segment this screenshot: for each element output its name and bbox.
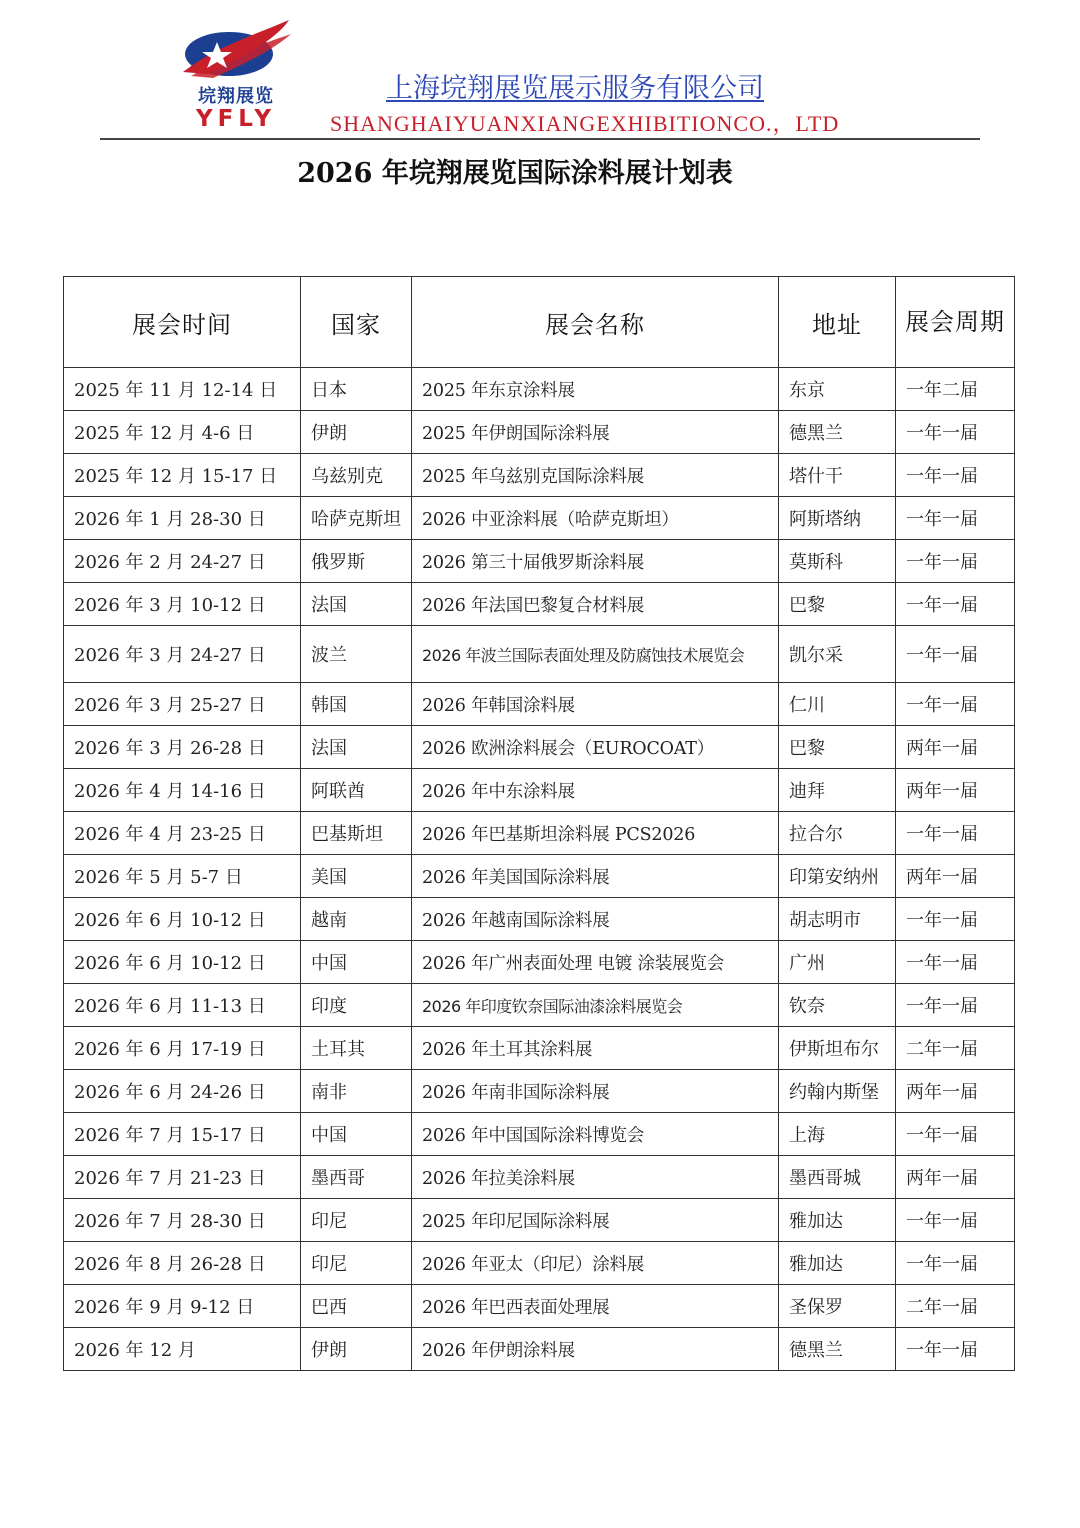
cell-date: 2026 年 12 月 bbox=[64, 1328, 301, 1371]
cell-country: 伊朗 bbox=[301, 411, 412, 454]
cell-country: 韩国 bbox=[301, 683, 412, 726]
table-row bbox=[64, 1199, 1015, 1242]
cell-country: 中国 bbox=[301, 941, 412, 984]
cell-exhibition-name: 2026 年波兰国际表面处理及防腐蚀技术展览会 bbox=[412, 626, 779, 683]
cell-location: 约翰内斯堡 bbox=[779, 1070, 896, 1113]
company-logo bbox=[172, 16, 297, 134]
table-row bbox=[64, 855, 1015, 898]
cell-date: 2026 年 7 月 28-30 日 bbox=[64, 1199, 301, 1242]
cell-cycle: 一年二届 bbox=[896, 368, 1015, 411]
column-header-exhibition-name: 展会名称 bbox=[412, 277, 779, 368]
cell-date: 2025 年 12 月 15-17 日 bbox=[64, 454, 301, 497]
header-divider bbox=[100, 138, 980, 140]
table-row bbox=[64, 411, 1015, 454]
cell-date: 2026 年 4 月 14-16 日 bbox=[64, 769, 301, 812]
cell-exhibition-name: 2026 年亚太（印尼）涂料展 bbox=[412, 1242, 779, 1285]
logo-chinese-text: 垸翔展览 bbox=[198, 86, 274, 107]
cell-country: 美国 bbox=[301, 855, 412, 898]
cell-country: 越南 bbox=[301, 898, 412, 941]
table-row bbox=[64, 1070, 1015, 1113]
cell-country: 印尼 bbox=[301, 1242, 412, 1285]
cell-cycle: 一年一届 bbox=[896, 898, 1015, 941]
cell-date: 2026 年 3 月 24-27 日 bbox=[64, 626, 301, 683]
cell-date: 2026 年 8 月 26-28 日 bbox=[64, 1242, 301, 1285]
cell-date: 2026 年 3 月 10-12 日 bbox=[64, 583, 301, 626]
cell-exhibition-name: 2026 年中国国际涂料博览会 bbox=[412, 1113, 779, 1156]
cell-cycle: 一年一届 bbox=[896, 411, 1015, 454]
cell-country: 印尼 bbox=[301, 1199, 412, 1242]
company-name-english: SHANGHAIYUANXIANGEXHIBITIONCO.，LTD bbox=[330, 111, 840, 136]
table-row bbox=[64, 769, 1015, 812]
cell-exhibition-name: 2026 年印度钦奈国际油漆涂料展览会 bbox=[412, 984, 779, 1027]
cell-date: 2026 年 7 月 21-23 日 bbox=[64, 1156, 301, 1199]
cell-date: 2026 年 6 月 10-12 日 bbox=[64, 941, 301, 984]
cell-cycle: 一年一届 bbox=[896, 812, 1015, 855]
cell-exhibition-name: 2025 年伊朗国际涂料展 bbox=[412, 411, 779, 454]
star-swoosh-icon bbox=[177, 16, 292, 82]
cell-location: 东京 bbox=[779, 368, 896, 411]
cell-date: 2026 年 3 月 25-27 日 bbox=[64, 683, 301, 726]
cell-exhibition-name: 2025 年印尼国际涂料展 bbox=[412, 1199, 779, 1242]
cell-date: 2025 年 12 月 4-6 日 bbox=[64, 411, 301, 454]
cell-country: 日本 bbox=[301, 368, 412, 411]
cell-location: 广州 bbox=[779, 941, 896, 984]
column-header-cycle: 展会周期 bbox=[896, 277, 1015, 368]
cell-date: 2026 年 6 月 17-19 日 bbox=[64, 1027, 301, 1070]
cell-country: 法国 bbox=[301, 726, 412, 769]
cell-location: 雅加达 bbox=[779, 1199, 896, 1242]
cell-location: 胡志明市 bbox=[779, 898, 896, 941]
cell-cycle: 一年一届 bbox=[896, 984, 1015, 1027]
table-row bbox=[64, 984, 1015, 1027]
cell-location: 拉合尔 bbox=[779, 812, 896, 855]
cell-country: 巴基斯坦 bbox=[301, 812, 412, 855]
table-row bbox=[64, 1242, 1015, 1285]
cell-location: 巴黎 bbox=[779, 726, 896, 769]
cell-cycle: 一年一届 bbox=[896, 1328, 1015, 1371]
table-row bbox=[64, 1113, 1015, 1156]
table-row bbox=[64, 540, 1015, 583]
cell-location: 德黑兰 bbox=[779, 411, 896, 454]
cell-cycle: 二年一届 bbox=[896, 1285, 1015, 1328]
cell-cycle: 两年一届 bbox=[896, 1070, 1015, 1113]
cell-location: 圣保罗 bbox=[779, 1285, 896, 1328]
cell-date: 2026 年 2 月 24-27 日 bbox=[64, 540, 301, 583]
cell-cycle: 一年一届 bbox=[896, 1199, 1015, 1242]
cell-country: 中国 bbox=[301, 1113, 412, 1156]
table-body bbox=[64, 368, 1015, 1371]
cell-location: 阿斯塔纳 bbox=[779, 497, 896, 540]
cell-country: 乌兹别克 bbox=[301, 454, 412, 497]
cell-exhibition-name: 2026 年越南国际涂料展 bbox=[412, 898, 779, 941]
column-header-location: 地址 bbox=[779, 277, 896, 368]
cell-cycle: 两年一届 bbox=[896, 769, 1015, 812]
cell-exhibition-name: 2026 年土耳其涂料展 bbox=[412, 1027, 779, 1070]
table-row bbox=[64, 497, 1015, 540]
logo-english-text: YFLY bbox=[195, 106, 277, 132]
cell-exhibition-name: 2026 年巴西表面处理展 bbox=[412, 1285, 779, 1328]
cell-date: 2026 年 6 月 11-13 日 bbox=[64, 984, 301, 1027]
cell-exhibition-name: 2026 年韩国涂料展 bbox=[412, 683, 779, 726]
cell-exhibition-name: 2025 年乌兹别克国际涂料展 bbox=[412, 454, 779, 497]
cell-exhibition-name: 2026 中亚涂料展（哈萨克斯坦） bbox=[412, 497, 779, 540]
table-row bbox=[64, 1156, 1015, 1199]
cell-country: 墨西哥 bbox=[301, 1156, 412, 1199]
cell-country: 法国 bbox=[301, 583, 412, 626]
cell-country: 南非 bbox=[301, 1070, 412, 1113]
company-name-chinese[interactable]: 上海垸翔展览展示服务有限公司 bbox=[386, 73, 764, 104]
cell-exhibition-name: 2026 欧洲涂料展会（EUROCOAT） bbox=[412, 726, 779, 769]
table-row bbox=[64, 683, 1015, 726]
cell-location: 塔什干 bbox=[779, 454, 896, 497]
cell-location: 凯尔采 bbox=[779, 626, 896, 683]
cell-date: 2026 年 4 月 23-25 日 bbox=[64, 812, 301, 855]
cell-exhibition-name: 2025 年东京涂料展 bbox=[412, 368, 779, 411]
table-row bbox=[64, 1285, 1015, 1328]
cell-date: 2026 年 9 月 9-12 日 bbox=[64, 1285, 301, 1328]
table-header-row bbox=[64, 277, 1015, 368]
cell-location: 莫斯科 bbox=[779, 540, 896, 583]
table-row bbox=[64, 454, 1015, 497]
cell-exhibition-name: 2026 年巴基斯坦涂料展 PCS2026 bbox=[412, 812, 779, 855]
cell-date: 2026 年 6 月 10-12 日 bbox=[64, 898, 301, 941]
table-row bbox=[64, 726, 1015, 769]
cell-cycle: 二年一届 bbox=[896, 1027, 1015, 1070]
cell-exhibition-name: 2026 年南非国际涂料展 bbox=[412, 1070, 779, 1113]
table-row bbox=[64, 812, 1015, 855]
cell-location: 印第安纳州 bbox=[779, 855, 896, 898]
cell-cycle: 一年一届 bbox=[896, 497, 1015, 540]
cell-exhibition-name: 2026 年拉美涂料展 bbox=[412, 1156, 779, 1199]
cell-exhibition-name: 2026 年广州表面处理 电镀 涂装展览会 bbox=[412, 941, 779, 984]
cell-cycle: 一年一届 bbox=[896, 583, 1015, 626]
table-row bbox=[64, 1027, 1015, 1070]
cell-country: 阿联酋 bbox=[301, 769, 412, 812]
table-row bbox=[64, 1328, 1015, 1371]
cell-exhibition-name: 2026 第三十届俄罗斯涂料展 bbox=[412, 540, 779, 583]
table-row bbox=[64, 368, 1015, 411]
cell-cycle: 一年一届 bbox=[896, 1113, 1015, 1156]
cell-country: 土耳其 bbox=[301, 1027, 412, 1070]
cell-location: 迪拜 bbox=[779, 769, 896, 812]
cell-location: 上海 bbox=[779, 1113, 896, 1156]
table-row bbox=[64, 626, 1015, 683]
cell-cycle: 两年一届 bbox=[896, 855, 1015, 898]
cell-cycle: 一年一届 bbox=[896, 626, 1015, 683]
page-title: 2026 年垸翔展览国际涂料展计划表 bbox=[297, 158, 733, 189]
cell-location: 伊斯坦布尔 bbox=[779, 1027, 896, 1070]
cell-exhibition-name: 2026 年美国国际涂料展 bbox=[412, 855, 779, 898]
cell-location: 钦奈 bbox=[779, 984, 896, 1027]
cell-date: 2026 年 1 月 28-30 日 bbox=[64, 497, 301, 540]
table-row bbox=[64, 898, 1015, 941]
cell-location: 雅加达 bbox=[779, 1242, 896, 1285]
cell-exhibition-name: 2026 年中东涂料展 bbox=[412, 769, 779, 812]
cell-date: 2025 年 11 月 12-14 日 bbox=[64, 368, 301, 411]
cell-country: 哈萨克斯坦 bbox=[301, 497, 412, 540]
cell-date: 2026 年 3 月 26-28 日 bbox=[64, 726, 301, 769]
cell-cycle: 一年一届 bbox=[896, 454, 1015, 497]
cell-exhibition-name: 2026 年法国巴黎复合材料展 bbox=[412, 583, 779, 626]
column-header-date: 展会时间 bbox=[64, 277, 301, 368]
exhibition-schedule-table bbox=[63, 276, 1015, 1371]
cell-location: 仁川 bbox=[779, 683, 896, 726]
table-row bbox=[64, 941, 1015, 984]
cell-location: 德黑兰 bbox=[779, 1328, 896, 1371]
cell-cycle: 一年一届 bbox=[896, 683, 1015, 726]
cell-date: 2026 年 5 月 5-7 日 bbox=[64, 855, 301, 898]
cell-country: 俄罗斯 bbox=[301, 540, 412, 583]
cell-date: 2026 年 6 月 24-26 日 bbox=[64, 1070, 301, 1113]
cell-cycle: 一年一届 bbox=[896, 1242, 1015, 1285]
cell-country: 波兰 bbox=[301, 626, 412, 683]
cell-country: 伊朗 bbox=[301, 1328, 412, 1371]
cell-country: 印度 bbox=[301, 984, 412, 1027]
cell-cycle: 一年一届 bbox=[896, 941, 1015, 984]
cell-cycle: 两年一届 bbox=[896, 1156, 1015, 1199]
cell-location: 巴黎 bbox=[779, 583, 896, 626]
cell-location: 墨西哥城 bbox=[779, 1156, 896, 1199]
table-row bbox=[64, 583, 1015, 626]
cell-exhibition-name: 2026 年伊朗涂料展 bbox=[412, 1328, 779, 1371]
cell-cycle: 一年一届 bbox=[896, 540, 1015, 583]
column-header-country: 国家 bbox=[301, 277, 412, 368]
cell-cycle: 两年一届 bbox=[896, 726, 1015, 769]
cell-date: 2026 年 7 月 15-17 日 bbox=[64, 1113, 301, 1156]
cell-country: 巴西 bbox=[301, 1285, 412, 1328]
